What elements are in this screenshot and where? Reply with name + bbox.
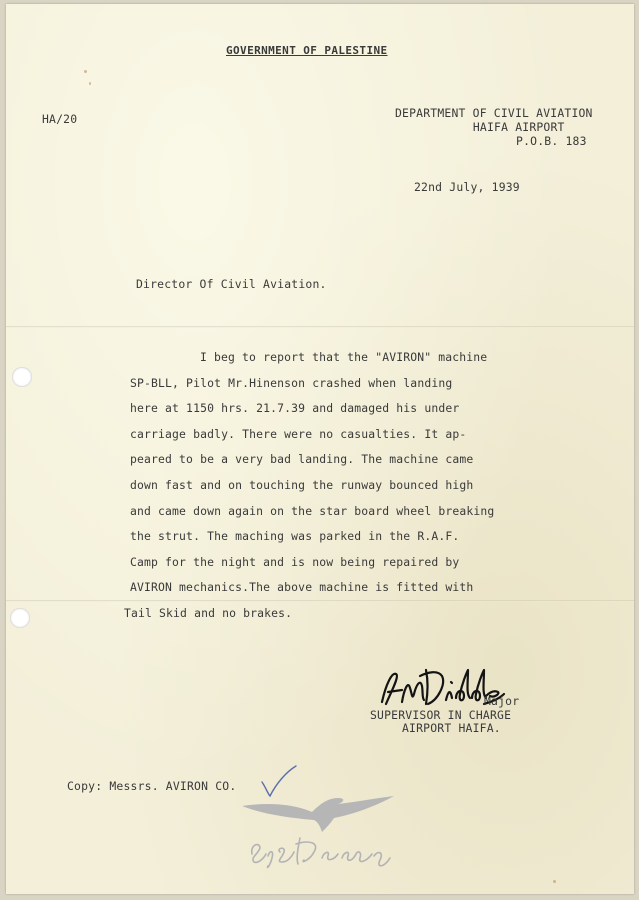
department-location: HAIFA AIRPORT	[472, 120, 565, 134]
signatory-place: AIRPORT HAIFA.	[402, 721, 501, 735]
signatory-rank: Major	[484, 694, 520, 708]
letter-date: 22nd July, 1939	[414, 180, 520, 194]
copy-distribution-line: Copy: Messrs. AVIRON CO.	[67, 779, 237, 793]
body-line: down fast and on touching the runway bounced high	[130, 477, 474, 492]
recipient-line: Director Of Civil Aviation.	[136, 277, 327, 291]
body-line: SP-BLL, Pilot Mr.Hinenson crashed when landing	[130, 375, 453, 390]
signatory-title: SUPERVISOR IN CHARGE	[370, 708, 512, 722]
reference-number: HA/20	[42, 112, 78, 126]
department-name: DEPARTMENT OF CIVIL AVIATION	[395, 106, 593, 120]
department-address	[395, 106, 593, 148]
body-line: Tail Skid and no brakes.	[124, 605, 293, 620]
punch-hole	[12, 367, 32, 387]
body-line: Camp for the night and is now being repaired by	[130, 554, 460, 569]
body-line: I beg to report that the "AVIRON" machine	[200, 350, 488, 364]
stain-spot	[553, 880, 556, 883]
stain-spot	[84, 70, 87, 73]
letter-body	[124, 345, 495, 627]
body-line: and came down again on the star board wheel breaking	[130, 503, 495, 518]
punch-hole	[10, 608, 30, 628]
government-heading: GOVERNMENT OF PALESTINE	[226, 44, 388, 57]
department-po-box: P.O.B. 183	[516, 134, 587, 148]
body-line: here at 1150 hrs. 21.7.39 and damaged his under	[130, 401, 460, 416]
paper-fold	[6, 326, 634, 328]
stain-spot	[89, 82, 91, 85]
body-line: peared to be a very bad landing. The machine came	[130, 452, 474, 467]
body-line: AVIRON mechanics.The above machine is fitted with	[130, 580, 474, 595]
body-line: the strut. The maching was parked in the R.A.F.	[130, 529, 460, 544]
body-line: carriage badly. There were no casualties. It ap-	[130, 426, 467, 441]
bird-emblem-stamp	[238, 792, 398, 872]
